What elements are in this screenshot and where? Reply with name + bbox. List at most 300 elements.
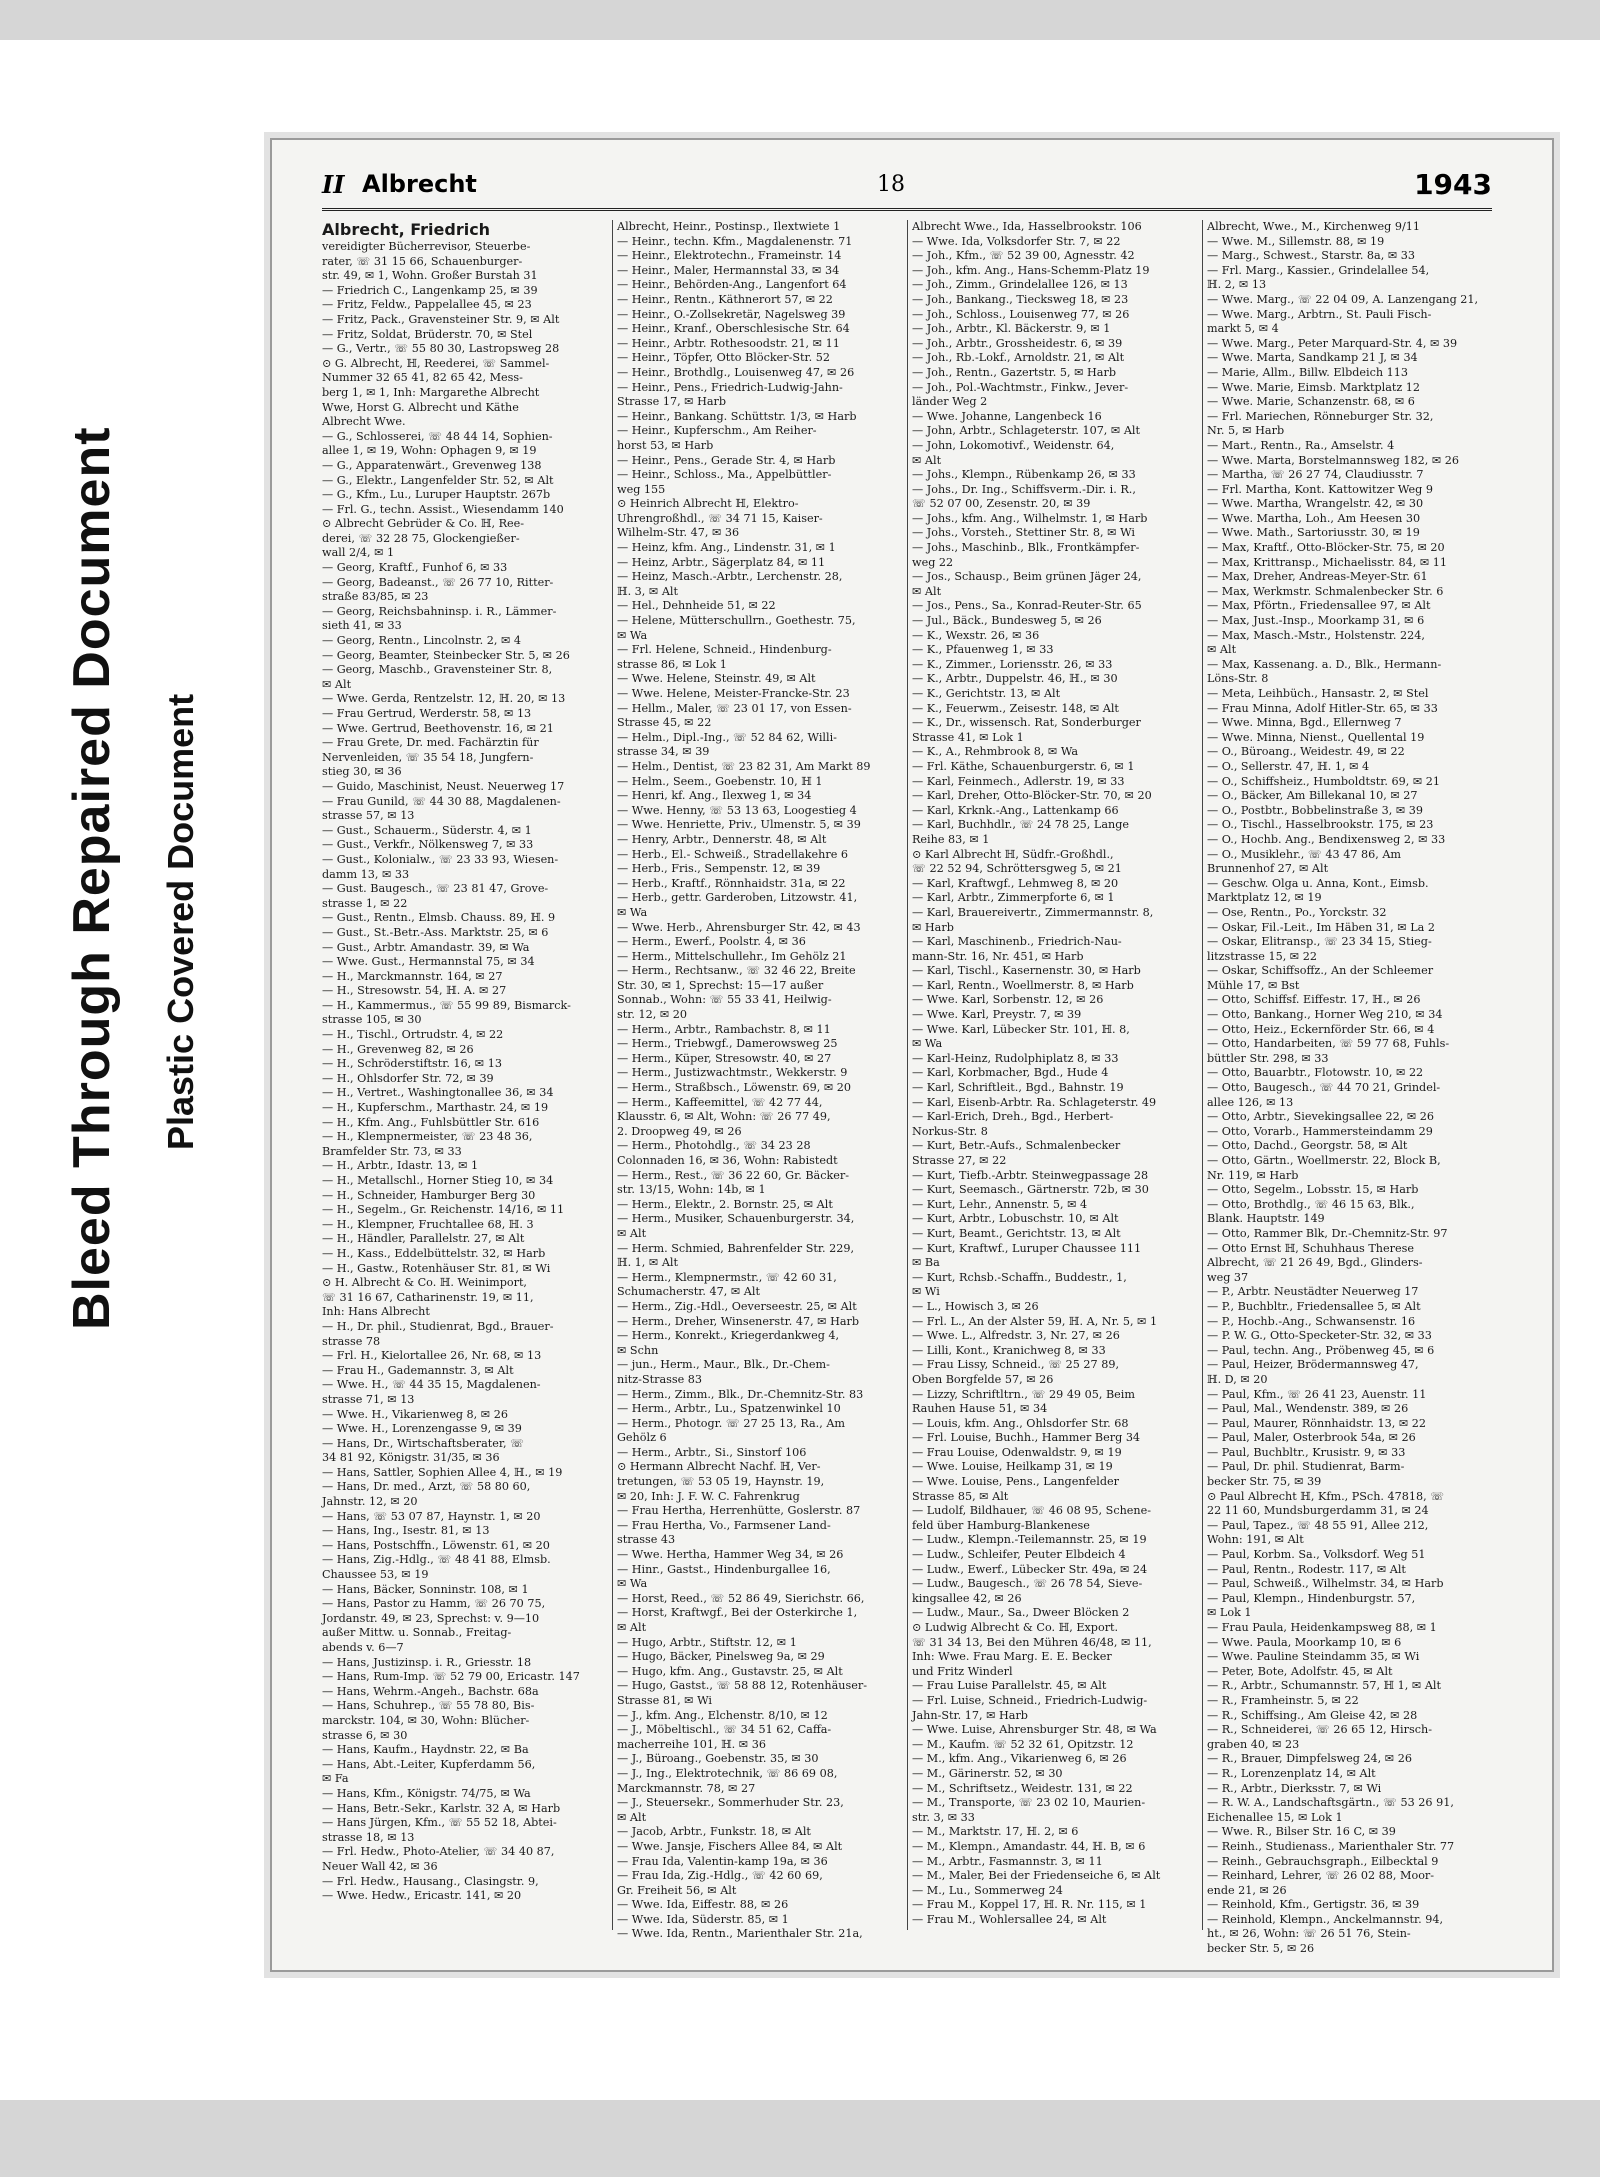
directory-line: damm 13, ✉ 33 <box>322 867 410 881</box>
directory-line: ⊙ Albrecht Gebrüder & Co. ℍ, Ree- <box>322 517 525 531</box>
directory-line: derei, ☏ 32 28 75, Glockengießer- <box>322 531 520 545</box>
directory-line: — Karl-Erich, Dreh., Bgd., Herbert- <box>912 1110 1114 1124</box>
directory-line: ℍ. 3, ✉ Alt <box>617 584 678 598</box>
directory-line: — Herm., Straßbsch., Löwenstr. 69, ✉ 20 <box>617 1081 851 1095</box>
directory-line: — Ludolf, Bildhauer, ☏ 46 08 95, Schene- <box>912 1504 1152 1518</box>
directory-line: Albrecht Wwe. <box>322 415 406 429</box>
directory-line: — Hugo, kfm. Ang., Gustavstr. 25, ✉ Alt <box>617 1664 843 1678</box>
directory-line: horst 53, ✉ Harb <box>617 438 714 452</box>
directory-line: weg 22 <box>912 555 954 569</box>
directory-line: — Gust., St.-Betr.-Ass. Marktstr. 25, ✉ 6 <box>322 925 549 939</box>
directory-line: — Herm., Arbtr., Rambachstr. 8, ✉ 11 <box>617 1022 831 1036</box>
directory-line: — R., Framheinstr. 5, ✉ 22 <box>1207 1693 1359 1707</box>
directory-line: — Herm., Zimm., Blk., Dr.-Chemnitz-Str. 83 <box>617 1387 864 1401</box>
directory-line: — Frl. Martha, Kont. Kattowitzer Weg 9 <box>1207 482 1433 496</box>
directory-line: — Wwe. Pauline Steindamm 35, ✉ Wi <box>1207 1650 1420 1664</box>
directory-line: Nervenleiden, ☏ 35 54 18, Jungfern- <box>322 750 534 764</box>
directory-line: — Joh., Arbtr., Grossheidestr. 6, ✉ 39 <box>912 336 1123 350</box>
directory-line: — H., Marckmannstr. 164, ✉ 27 <box>322 969 503 983</box>
directory-line: ☏ 31 34 13, Bei den Mühren 46/48, ✉ 11, <box>912 1635 1152 1649</box>
page-header <box>322 168 1492 204</box>
directory-line: — Heinz, kfm. Ang., Lindenstr. 31, ✉ 1 <box>617 541 836 555</box>
directory-line: — Johs., Vorsteh., Stettiner Str. 8, ✉ Wi <box>912 526 1135 540</box>
directory-line: — Herm., Konrekt., Kriegerdankweg 4, <box>617 1329 840 1343</box>
directory-line: — Otto, Schiffsf. Eiffestr. 17, ℍ., ✉ 26 <box>1207 993 1421 1007</box>
directory-line: strasse 18, ✉ 13 <box>322 1830 415 1844</box>
directory-line: — Heinz, Masch.-Arbtr., Lerchenstr. 28, <box>617 570 843 584</box>
directory-line: — Joh., Kfm., ☏ 52 39 00, Agnesstr. 42 <box>912 249 1135 263</box>
directory-line: Eichenallee 15, ✉ Lok 1 <box>1207 1810 1343 1824</box>
directory-line: — R., Schneiderei, ☏ 26 65 12, Hirsch- <box>1207 1723 1432 1737</box>
directory-line: — Hans, ☏ 53 07 87, Haynstr. 1, ✉ 20 <box>322 1509 541 1523</box>
directory-line: ℍ. 1, ✉ Alt <box>617 1256 678 1270</box>
directory-line: — Fritz, Soldat, Brüderstr. 70, ✉ Stel <box>322 327 533 341</box>
directory-line: — Kurt, Kraftwf., Luruper Chaussee 111 <box>912 1241 1142 1255</box>
directory-line: — Georg, Beamter, Steinbecker Str. 5, ✉ 26 <box>322 648 570 662</box>
directory-line: — Frau Lissy, Schneid., ☏ 25 27 89, <box>912 1358 1120 1372</box>
directory-line: — J., Ing., Elektrotechnik, ☏ 86 69 08, <box>617 1766 838 1780</box>
directory-line: ⊙ Karl Albrecht ℍ, Südfr.-Großhdl., <box>912 847 1114 861</box>
directory-line: Wilhelm-Str. 47, ✉ 36 <box>617 526 740 540</box>
directory-line: — Karl, Eisenb-Arbtr. Ra. Schlageterstr. 49 <box>912 1095 1157 1109</box>
directory-line: str. 3, ✉ 33 <box>912 1810 975 1824</box>
directory-line: — R., Lorenzenplatz 14, ✉ Alt <box>1207 1766 1376 1780</box>
directory-line: Marktplatz 12, ✉ 19 <box>1207 891 1322 905</box>
directory-line: — Heinr., Rentn., Käthnerort 57, ✉ 22 <box>617 292 833 306</box>
directory-line: — Herm., Justizwachtmstr., Wekkerstr. 9 <box>617 1066 848 1080</box>
directory-line: — Wwe. Marta, Sandkamp 21 J, ✉ 34 <box>1207 351 1418 365</box>
directory-line: — Herm., Rest., ☏ 36 22 60, Gr. Bäcker- <box>617 1168 850 1182</box>
directory-line: Reihe 83, ✉ 1 <box>912 832 990 846</box>
directory-line: — Wwe. R., Bilser Str. 16 C, ✉ 39 <box>1207 1825 1396 1839</box>
directory-line: — H., Arbtr., Idastr. 13, ✉ 1 <box>322 1159 479 1173</box>
directory-line: Jordanstr. 49, ✉ 23, Sprechst: v. 9—10 <box>322 1611 540 1625</box>
directory-line: — Frau Louise, Odenwaldstr. 9, ✉ 19 <box>912 1445 1122 1459</box>
directory-line: — Paul, Mal., Wendenstr. 389, ✉ 26 <box>1207 1402 1409 1416</box>
directory-line: strasse 43 <box>617 1533 676 1547</box>
directory-line: Klausstr. 6, ✉ Alt, Wohn: ☏ 26 77 49, <box>617 1110 831 1124</box>
directory-line: — Wwe. Helene, Meister-Francke-Str. 23 <box>617 687 850 700</box>
directory-line: — Otto, Gärtn., Woellmerstr. 22, Block B, <box>1207 1154 1441 1167</box>
directory-line: — Frl. Helene, Schneid., Hindenburg- <box>617 643 832 657</box>
directory-line: — Karl, Korbmacher, Bgd., Hude 4 <box>912 1066 1109 1080</box>
directory-line: — Wwe. Gertrud, Beethovenstr. 16, ✉ 21 <box>322 721 554 735</box>
directory-line: — H., Tischl., Ortrudstr. 4, ✉ 22 <box>322 1028 504 1042</box>
directory-line: — Frau Gertrud, Werderstr. 58, ✉ 13 <box>322 707 532 720</box>
directory-line: — H., Kass., Eddelbüttelstr. 32, ✉ Harb <box>322 1246 546 1260</box>
directory-line: — Hans, Ing., Isestr. 81, ✉ 13 <box>322 1524 490 1538</box>
directory-line: — Karl, Kraftwgf., Lehmweg 8, ✉ 20 <box>912 876 1119 890</box>
directory-line: — Henri, kf. Ang., Ilexweg 1, ✉ 34 <box>617 789 812 803</box>
directory-line: — K., A., Rehmbrook 8, ✉ Wa <box>912 745 1079 759</box>
directory-line: — Oskar, Elitransp., ☏ 23 34 15, Stieg- <box>1207 935 1432 949</box>
directory-page <box>270 138 1554 1972</box>
directory-line: ☏ 31 16 67, Catharinenstr. 19, ✉ 11, <box>322 1290 534 1304</box>
directory-line: — Frau Ida, Valentin-kamp 19a, ✉ 36 <box>617 1854 828 1868</box>
directory-line: — Gust., Verkfr., Nölkensweg 7, ✉ 33 <box>322 838 534 852</box>
directory-line: — Wwe. L., Alfredstr. 3, Nr. 27, ✉ 26 <box>912 1329 1120 1343</box>
section-number: II <box>322 170 345 199</box>
directory-line: ✉ Harb <box>912 920 954 934</box>
directory-line: — O., Postbtr., Bobbelinstraße 3, ✉ 39 <box>1207 803 1423 817</box>
directory-line: Albrecht, Heinr., Postinsp., Ilextwiete 1 <box>617 220 841 233</box>
directory-line: — Wwe. Helene, Steinstr. 49, ✉ Alt <box>617 672 816 686</box>
directory-line: ht., ✉ 26, Wohn: ☏ 26 51 76, Stein- <box>1207 1927 1411 1941</box>
directory-line: — Karl, Dreher, Otto-Blöcker-Str. 70, ✉ 20 <box>912 789 1152 803</box>
directory-line: weg 155 <box>617 482 666 496</box>
directory-line: — Hans, Betr.-Sekr., Karlstr. 32 A, ✉ Harb <box>322 1801 561 1815</box>
directory-line: — O., Bäcker, Am Billekanal 10, ✉ 27 <box>1207 789 1418 803</box>
directory-line: — Meta, Leihbüch., Hansastr. 2, ✉ Stel <box>1207 687 1429 700</box>
directory-line: — Max, Krittransp., Michaelisstr. 84, ✉ 11 <box>1207 555 1448 569</box>
directory-line: 34 81 92, Königstr. 31/35, ✉ 36 <box>322 1451 500 1465</box>
directory-line: — Wwe. Gerda, Rentzelstr. 12, ℍ. 20, ✉ 13 <box>322 692 566 706</box>
directory-line: Str. 30, ✉ 1, Sprechst: 15—17 außer <box>617 978 824 992</box>
directory-line: — Karl, Feinmech., Adlerstr. 19, ✉ 33 <box>912 774 1125 788</box>
directory-line: ⊙ H. Albrecht & Co. ℍ. Weinimport, <box>322 1276 527 1290</box>
directory-line: ✉ Alt <box>912 453 942 467</box>
directory-line: kingsallee 42, ✉ 26 <box>912 1591 1022 1605</box>
directory-line: — G., Kfm., Lu., Luruper Hauptstr. 267b <box>322 488 551 502</box>
directory-line: — Wwe. H., Vikarienweg 8, ✉ 26 <box>322 1407 508 1421</box>
directory-line: Inh: Wwe. Frau Marg. E. E. Becker <box>912 1650 1112 1664</box>
directory-line: ✉ Wi <box>912 1285 940 1299</box>
directory-line: — Herm., Dreher, Winsenerstr. 47, ✉ Harb <box>617 1314 860 1328</box>
directory-line: — Oskar, Fil.-Leit., Im Häben 31, ✉ La 2 <box>1207 920 1435 934</box>
directory-line: — Paul, Klempn., Hindenburgstr. 57, <box>1207 1591 1416 1605</box>
directory-line: — M., Marktstr. 17, ℍ. 2, ✉ 6 <box>912 1825 1079 1839</box>
directory-line: — Frau Minna, Adolf Hitler-Str. 65, ✉ 33 <box>1207 701 1438 715</box>
directory-line: — Otto, Baugesch., ☏ 44 70 21, Grindel- <box>1207 1081 1441 1095</box>
directory-line: — Otto, Dachd., Georgstr. 58, ✉ Alt <box>1207 1139 1408 1153</box>
directory-line: — Oskar, Schiffsoffz., An der Schleemer <box>1207 964 1434 978</box>
directory-line: ✉ Wa <box>617 628 648 642</box>
directory-line: — Max, Just.-Insp., Moorkamp 31, ✉ 6 <box>1207 614 1425 628</box>
directory-line: — Paul, techn. Ang., Pröbenweg 45, ✉ 6 <box>1207 1343 1435 1357</box>
directory-line: strasse 6, ✉ 30 <box>322 1728 408 1742</box>
directory-line: — K., Arbtr., Duppelstr. 46, ℍ., ✉ 30 <box>912 672 1118 686</box>
directory-line: — Wwe. Marie, Schanzenstr. 68, ✉ 6 <box>1207 395 1415 409</box>
directory-line: — H., Segelm., Gr. Reichenstr. 14/16, ✉ 11 <box>322 1203 565 1217</box>
directory-year: 1943 <box>1414 168 1492 201</box>
directory-line: str. 12, ✉ 20 <box>617 1008 687 1022</box>
directory-line: — Hans, Wehrm.-Angeh., Bachstr. 68a <box>322 1684 539 1698</box>
directory-line: — jun., Herm., Maur., Blk., Dr.-Chem- <box>617 1358 830 1372</box>
directory-line: becker Str. 75, ✉ 39 <box>1207 1475 1322 1489</box>
directory-line: — Max, Werkmstr. Schmalenbecker Str. 6 <box>1207 584 1444 598</box>
directory-line: Mühle 17, ✉ Bst <box>1207 978 1300 992</box>
directory-line: — H., Kammermus., ☏ 55 99 89, Bismarck- <box>322 998 571 1012</box>
directory-line: becker Str. 5, ✉ 26 <box>1207 1942 1315 1956</box>
directory-line: — Kurt, Arbtr., Lobuschstr. 10, ✉ Alt <box>912 1212 1119 1226</box>
directory-line: graben 40, ✉ 23 <box>1207 1737 1300 1751</box>
directory-line: — Marg., Schwest., Starstr. 8a, ✉ 33 <box>1207 249 1415 263</box>
directory-line: — John, Arbtr., Schlageterstr. 107, ✉ Alt <box>912 424 1141 438</box>
directory-line: — Karl, Tischl., Kasernenstr. 30, ✉ Harb <box>912 964 1141 978</box>
directory-line: Strasse 81, ✉ Wi <box>617 1693 712 1707</box>
directory-line: — R. W. A., Landschaftsgärtn., ☏ 53 26 91, <box>1207 1796 1454 1810</box>
directory-line: — Wwe. Math., Sartoriusstr. 30, ✉ 19 <box>1207 526 1420 540</box>
directory-line: Uhrengroßhdl., ☏ 34 71 15, Kaiser- <box>617 511 823 525</box>
directory-line: — Herm., Musiker, Schauenburgerstr. 34, <box>617 1212 855 1226</box>
directory-line: Norkus-Str. 8 <box>912 1124 988 1138</box>
directory-line: — Ludw., Baugesch., ☏ 26 78 54, Sieve- <box>912 1577 1143 1591</box>
directory-line: — Karl, Maschinenb., Friedrich-Nau- <box>912 935 1122 949</box>
directory-line: — Hans, Justizinsp. i. R., Griesstr. 18 <box>322 1655 532 1669</box>
directory-line: — Wwe. H., Lorenzengasse 9, ✉ 39 <box>322 1422 522 1436</box>
directory-line: — O., Büroang., Weidestr. 49, ✉ 22 <box>1207 745 1405 759</box>
directory-line: — Wwe. Ida, Volksdorfer Str. 7, ✉ 22 <box>912 234 1121 248</box>
directory-line: — Herm., Küper, Stresowstr. 40, ✉ 27 <box>617 1051 832 1065</box>
directory-line: — Helm., Seem., Goebenstr. 10, ℍ 1 <box>617 774 823 788</box>
directory-line: — Hans, Pastor zu Hamm, ☏ 26 70 75, <box>322 1597 546 1611</box>
directory-line: — Wwe. Minna, Bgd., Ellernweg 7 <box>1207 716 1402 730</box>
directory-line: — Hans, Zig.-Hdlg., ☏ 48 41 88, Elmsb. <box>322 1553 551 1567</box>
directory-line: — Wwe. Martha, Wrangelstr. 42, ✉ 30 <box>1207 497 1424 511</box>
directory-line: — Wwe. Karl, Sorbenstr. 12, ✉ 26 <box>912 993 1104 1007</box>
directory-line: strasse 105, ✉ 30 <box>322 1013 422 1027</box>
directory-line: — Heinr., Maler, Hermannstal 33, ✉ 34 <box>617 263 840 277</box>
directory-line: — H., Schröderstiftstr. 16, ✉ 13 <box>322 1057 502 1071</box>
directory-line: tretungen, ☏ 53 05 19, Haynstr. 19, <box>617 1475 825 1489</box>
directory-line: — Gust., Schauerm., Süderstr. 4, ✉ 1 <box>322 823 532 837</box>
directory-line: — H., Kupferschm., Marthastr. 24, ✉ 19 <box>322 1101 549 1115</box>
directory-line: — Hans, Bäcker, Sonninstr. 108, ✉ 1 <box>322 1582 529 1596</box>
directory-line: — Karl-Heinz, Rudolphiplatz 8, ✉ 33 <box>912 1051 1119 1065</box>
directory-line: — Frau Ida, Zig.-Hdlg., ☏ 42 60 69, <box>617 1869 823 1883</box>
directory-line: — Max, Kassenang. a. D., Blk., Hermann- <box>1207 657 1442 671</box>
directory-line: litzstrasse 15, ✉ 22 <box>1207 949 1317 963</box>
directory-line: strasse 1, ✉ 22 <box>322 896 408 910</box>
directory-line: — Horst, Kraftwgf., Bei der Osterkirche 1, <box>617 1606 858 1620</box>
directory-line: — Georg, Kraftf., Funhof 6, ✉ 33 <box>322 561 508 575</box>
directory-line: — Joh., Rb.-Lokf., Arnoldstr. 21, ✉ Alt <box>912 351 1125 365</box>
directory-line: — M., Kaufm. ☏ 52 32 61, Opitzstr. 12 <box>912 1737 1134 1751</box>
directory-line: — Frau Hertha, Herrenhütte, Goslerstr. 87 <box>617 1504 861 1518</box>
directory-line: — M., Transporte, ☏ 23 02 10, Maurien- <box>912 1796 1146 1810</box>
directory-line: — Herm., Zig.-Hdl., Oeverseestr. 25, ✉ Alt <box>617 1299 857 1313</box>
directory-line: — O., Tischl., Hasselbrookstr. 175, ✉ 23 <box>1207 818 1434 832</box>
directory-line: — H., Ohlsdorfer Str. 72, ✉ 39 <box>322 1071 494 1085</box>
directory-line: str. 49, ✉ 1, Wohn. Großer Burstah 31 <box>322 269 538 283</box>
directory-line: ℍ. D, ✉ 20 <box>1207 1372 1268 1386</box>
directory-line: — H., Grevenweg 82, ✉ 26 <box>322 1042 474 1056</box>
directory-line: — Herm., Arbtr., Lu., Spatzenwinkel 10 <box>617 1402 841 1416</box>
directory-line: — Wwe. Marg., Arbtrn., St. Pauli Fisch- <box>1207 307 1432 321</box>
directory-line: — Heinr., Bankang. Schüttstr. 1/3, ✉ Harb <box>617 409 857 423</box>
directory-line: Wwe, Horst G. Albrecht und Käthe <box>322 400 519 414</box>
directory-line: — Paul, Maler, Osterbrook 54a, ✉ 26 <box>1207 1431 1416 1445</box>
directory-line: — H., Stresowstr. 54, ℍ. A. ✉ 27 <box>322 984 507 998</box>
directory-line: — Horst, Reed., ☏ 52 86 49, Sierichstr. 66, <box>617 1591 865 1605</box>
directory-line: — Wwe. Henny, ☏ 53 13 63, Loogestieg 4 <box>617 803 857 817</box>
directory-line: ende 21, ✉ 26 <box>1207 1883 1287 1897</box>
header-rule <box>322 208 1492 211</box>
directory-line: — H., Dr. phil., Studienrat, Bgd., Brauer- <box>322 1319 554 1333</box>
directory-line: — Reinhard, Lehrer, ☏ 26 02 88, Moor- <box>1207 1869 1435 1883</box>
directory-line: mann-Str. 16, Nr. 451, ✉ Harb <box>912 949 1084 963</box>
directory-line: — Johs., Dr. Ing., Schiffsverm.-Dir. i. R., <box>912 482 1136 496</box>
directory-line: — Frl. Marg., Kassier., Grindelallee 54, <box>1207 263 1430 277</box>
directory-line: — O., Hochb. Ang., Bendixensweg 2, ✉ 33 <box>1207 832 1446 846</box>
directory-line: — Paul, Schweiß., Wilhelmstr. 34, ✉ Harb <box>1207 1577 1444 1591</box>
directory-line: — Ludw., Klempn.-Teilemannstr. 25, ✉ 19 <box>912 1533 1147 1547</box>
column-heading: Albrecht, Friedrich <box>322 220 491 239</box>
directory-line: — Heinr., Pens., Gerade Str. 4, ✉ Harb <box>617 453 836 467</box>
directory-line: — Georg, Badeanst., ☏ 26 77 10, Ritter- <box>322 575 554 589</box>
directory-line: Löns-Str. 8 <box>1207 672 1269 686</box>
directory-line: — Ose, Rentn., Po., Yorckstr. 32 <box>1207 905 1387 919</box>
directory-line: ⊙ Heinrich Albrecht ℍ, Elektro- <box>617 497 799 511</box>
directory-line: — H., Vertret., Washingtonallee 36, ✉ 34 <box>322 1086 554 1100</box>
directory-line: — Frl. Hedw., Hausang., Clasingstr. 9, <box>322 1874 539 1888</box>
directory-line: — Karl, Krknk.-Ang., Lattenkamp 66 <box>912 803 1119 817</box>
directory-line: — Hugo, Bäcker, Pinelsweg 9a, ✉ 29 <box>617 1650 825 1664</box>
directory-line: — Paul, Dr. phil. Studienrat, Barm- <box>1207 1460 1405 1474</box>
directory-line: — Frl. H., Kielortallee 26, Nr. 68, ✉ 13 <box>322 1349 542 1363</box>
directory-line: — Frau M., Koppel 17, ℍ. R. Nr. 115, ✉ 1 <box>912 1898 1147 1912</box>
directory-line: Albrecht Wwe., Ida, Hasselbrookstr. 106 <box>912 220 1142 233</box>
directory-line: — Herb., El.- Schweiß., Stradellakehre 6 <box>617 847 849 861</box>
directory-line: — Wwe. Louise, Heilkamp 31, ✉ 19 <box>912 1460 1113 1474</box>
directory-line: — Jos., Schausp., Beim grünen Jäger 24, <box>912 570 1142 584</box>
directory-line: — R., Arbtr., Dierksstr. 7, ✉ Wi <box>1207 1781 1382 1795</box>
directory-line: — J., Büroang., Goebenstr. 35, ✉ 30 <box>617 1752 819 1766</box>
directory-line: — Joh., Arbtr., Kl. Bäckerstr. 9, ✉ 1 <box>912 322 1111 336</box>
column-divider <box>1202 220 1203 1930</box>
directory-line: — Wwe. Luise, Ahrensburger Str. 48, ✉ Wa <box>912 1723 1157 1737</box>
directory-line: Rauhen Hause 51, ✉ 34 <box>912 1402 1048 1416</box>
directory-line: — Reinh., Gebrauchsgraph., Eilbecktal 9 <box>1207 1854 1439 1868</box>
directory-line: — Geschw. Olga u. Anna, Kont., Eimsb. <box>1207 876 1429 890</box>
directory-line: — Wwe. Gust., Hermannstal 75, ✉ 34 <box>322 955 535 969</box>
directory-line: — Wwe. Herb., Ahrensburger Str. 42, ✉ 43 <box>617 920 861 934</box>
directory-line: — Joh., Rentn., Gazertstr. 5, ✉ Harb <box>912 365 1116 379</box>
directory-line: — Frau H., Gademannstr. 3, ✉ Alt <box>322 1363 514 1377</box>
directory-line: — Heinr., Behörden-Ang., Langenfort 64 <box>617 278 847 292</box>
directory-line: und Fritz Winderl <box>912 1664 1013 1678</box>
directory-line: — H., Kfm. Ang., Fuhlsbüttler Str. 616 <box>322 1115 540 1129</box>
directory-line: — M., Gärinerstr. 52, ✉ 30 <box>912 1766 1063 1780</box>
directory-line: — Wwe. Marie, Eimsb. Marktplatz 12 <box>1207 380 1421 394</box>
directory-line: — K., Gerichtstr. 13, ✉ Alt <box>912 687 1061 700</box>
directory-line: rater, ☏ 31 15 66, Schauenburger- <box>322 254 523 268</box>
directory-line: — Wwe. M., Sillemstr. 88, ✉ 19 <box>1207 234 1385 248</box>
directory-line: — Herm., Elektr., 2. Bornstr. 25, ✉ Alt <box>617 1197 833 1211</box>
directory-line: ☏ 22 52 94, Schröttersgweg 5, ✉ 21 <box>912 862 1122 876</box>
directory-line: — Helm., Dentist, ☏ 23 82 31, Am Markt 89 <box>617 759 871 773</box>
directory-line: — Otto, Handarbeiten, ☏ 59 77 68, Fuhls- <box>1207 1037 1450 1051</box>
directory-line: — Wwe. Paula, Moorkamp 10, ✉ 6 <box>1207 1635 1402 1649</box>
directory-line: — Karl, Brauereivertr., Zimmermannstr. 8, <box>912 905 1154 919</box>
directory-line: — R., Brauer, Dimpfelsweg 24, ✉ 26 <box>1207 1752 1412 1766</box>
directory-line: — Herb., Fris., Sempenstr. 12, ✉ 39 <box>617 862 821 876</box>
directory-line: Jahnstr. 12, ✉ 20 <box>322 1495 418 1509</box>
directory-line: allee 1, ✉ 19, Wohn: Ophagen 9, ✉ 19 <box>322 444 537 458</box>
directory-line: ✉ Alt <box>617 1621 647 1634</box>
directory-line: — H., Händler, Parallelstr. 27, ✉ Alt <box>322 1232 525 1246</box>
directory-line: — Herm. Schmied, Bahrenfelder Str. 229, <box>617 1241 855 1255</box>
directory-line: ✉ Alt <box>1207 643 1237 657</box>
directory-line: — Frl. L., An der Alster 59, ℍ. A, Nr. 5, ✉ 1 <box>912 1314 1158 1328</box>
directory-line: — M., kfm. Ang., Vikarienweg 6, ✉ 26 <box>912 1752 1127 1766</box>
directory-line: — Otto, Rammer Blk, Dr.-Chemnitz-Str. 97 <box>1207 1226 1448 1240</box>
directory-line: nitz-Strasse 83 <box>617 1372 703 1386</box>
directory-line: — Joh., Bankang., Tiecksweg 18, ✉ 23 <box>912 292 1129 306</box>
directory-line: — Max, Kraftf., Otto-Blöcker-Str. 75, ✉ 20 <box>1207 541 1445 555</box>
directory-line: — M., Maler, Bei der Friedenseiche 6, ✉ Alt <box>912 1869 1161 1883</box>
directory-line: ℍ. 2, ✉ 13 <box>1207 278 1267 292</box>
directory-line: — Herm., Triebwgf., Damerowsweg 25 <box>617 1037 838 1051</box>
directory-line: — Wwe. Marg., ☏ 22 04 09, A. Lanzengang 21, <box>1207 292 1479 306</box>
directory-line: — Wwe. Martha, Loh., Am Heesen 30 <box>1207 511 1421 525</box>
directory-line: ✉ Wa <box>617 905 648 919</box>
directory-line: — G., Vertr., ☏ 55 80 30, Lastropsweg 28 <box>322 342 560 356</box>
directory-line: — Hans, Dr. med., Arzt, ☏ 58 80 60, <box>322 1480 531 1494</box>
directory-line: — Herm., Arbtr., Si., Sinstorf 106 <box>617 1445 807 1459</box>
directory-line: — M., Arbtr., Fasmannstr. 3, ✉ 11 <box>912 1854 1103 1868</box>
directory-line: — Hans, Kfm., Königstr. 74/75, ✉ Wa <box>322 1786 531 1800</box>
directory-line: ✉ 20, Inh: J. F. W. C. Fahrenkrug <box>617 1489 800 1503</box>
directory-line: allee 126, ✉ 13 <box>1207 1095 1294 1109</box>
directory-line: feld über Hamburg-Blankenese <box>912 1518 1090 1532</box>
header-name: Albrecht <box>362 170 477 198</box>
directory-line: Sonnab., Wohn: ☏ 55 33 41, Heilwig- <box>617 993 832 1007</box>
directory-line: Schumacherstr. 47, ✉ Alt <box>617 1285 760 1299</box>
directory-line: — Henry, Arbtr., Dennerstr. 48, ✉ Alt <box>617 832 827 846</box>
directory-line: — Otto, Arbtr., Sievekingsallee 22, ✉ 26 <box>1207 1110 1435 1124</box>
directory-line: — Wwe. Ida, Süderstr. 85, ✉ 1 <box>617 1912 789 1926</box>
directory-line: — Karl, Schriftleit., Bgd., Bahnstr. 19 <box>912 1081 1124 1095</box>
directory-line: Brunnenhof 27, ✉ Alt <box>1207 862 1329 876</box>
directory-line: straße 83/85, ✉ 23 <box>322 590 429 604</box>
directory-line: — Heinr., Arbtr. Rothesoodstr. 21, ✉ 11 <box>617 336 840 350</box>
directory-line: abends v. 6—7 <box>322 1641 404 1654</box>
directory-line: — Wwe. Hedw., Ericastr. 141, ✉ 20 <box>322 1889 522 1903</box>
directory-line: — Hellm., Maler, ☏ 23 01 17, von Essen- <box>617 701 852 715</box>
directory-line: — Herb., Kraftf., Rönnhaidstr. 31a, ✉ 22 <box>617 876 846 890</box>
directory-line: — Heinz, Arbtr., Sägerplatz 84, ✉ 11 <box>617 555 826 569</box>
directory-line: Blank. Hauptstr. 149 <box>1207 1212 1325 1226</box>
bleed-through-label: Bleed Through Repaired Document <box>63 426 121 1330</box>
directory-line: — Hans, Sattler, Sophien Allee 4, ℍ., ✉ 19 <box>322 1465 563 1479</box>
directory-line: — Gust., Arbtr. Amandastr. 39, ✉ Wa <box>322 940 530 954</box>
directory-line: ☏ 52 07 00, Zesenstr. 20, ✉ 39 <box>912 497 1091 511</box>
directory-line: — Kurt, Seemasch., Gärtnerstr. 72b, ✉ 30 <box>912 1183 1149 1197</box>
directory-line: — J., Möbeltischl., ☏ 34 51 62, Caffa- <box>617 1723 832 1737</box>
directory-line: — Karl, Buchhdlr., ☏ 24 78 25, Lange <box>912 818 1130 832</box>
directory-line: Wohn: 191, ✉ Alt <box>1207 1533 1304 1547</box>
directory-line: — Martha, ☏ 26 27 74, Claudiusstr. 7 <box>1207 468 1424 482</box>
directory-line: — Louis, kfm. Ang., Ohlsdorfer Str. 68 <box>912 1416 1129 1430</box>
directory-line: 2. Droopweg 49, ✉ 26 <box>617 1124 742 1138</box>
directory-line: — Wwe. Louise, Pens., Langenfelder <box>912 1475 1119 1489</box>
column-divider <box>907 220 908 1930</box>
listing-column-2 <box>617 220 902 1941</box>
directory-line: Oben Borgfelde 57, ✉ 26 <box>912 1372 1054 1386</box>
directory-line: Jahn-Str. 17, ✉ Harb <box>912 1708 1028 1722</box>
directory-line: — K., Zimmer., Loriensstr. 26, ✉ 33 <box>912 657 1113 671</box>
directory-line: — Johs., Klempn., Rübenkamp 26, ✉ 33 <box>912 468 1136 482</box>
directory-line: länder Weg 2 <box>912 395 988 409</box>
directory-line: Strasse 41, ✉ Lok 1 <box>912 730 1024 744</box>
directory-line: — John, Lokomotivf., Weidenstr. 64, <box>912 438 1115 452</box>
directory-line: — K., Feuerwm., Zeisestr. 148, ✉ Alt <box>912 701 1119 715</box>
directory-line: Colonnaden 16, ✉ 36, Wohn: Rabistedt <box>617 1154 838 1167</box>
directory-line: Albrecht, ☏ 21 26 49, Bgd., Glinders- <box>1207 1256 1423 1270</box>
directory-line: — Wwe. Marg., Peter Marquard-Str. 4, ✉ 39 <box>1207 336 1458 350</box>
directory-line: — Ludw., Maur., Sa., Dweer Blöcken 2 <box>912 1606 1130 1620</box>
